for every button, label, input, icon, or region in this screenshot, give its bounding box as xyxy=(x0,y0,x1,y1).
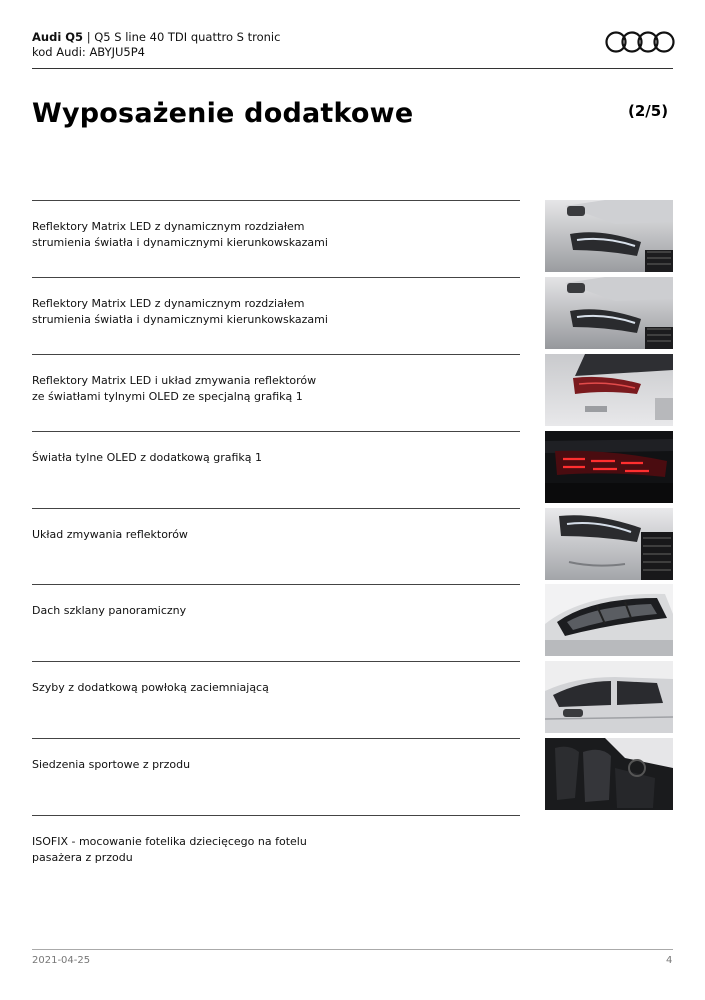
page-title: Wyposażenie dodatkowe xyxy=(32,98,414,129)
item-divider xyxy=(32,584,520,585)
item-divider xyxy=(32,738,520,739)
document-header xyxy=(32,30,280,60)
item-divider xyxy=(32,200,520,201)
oled-taillight-image xyxy=(545,431,673,503)
equipment-item xyxy=(32,508,673,585)
headlight-washer-image xyxy=(545,508,673,580)
equipment-item xyxy=(32,277,673,354)
model-name: Audi Q5 xyxy=(32,30,84,44)
equipment-item xyxy=(32,661,673,738)
footer-page-number: 4 xyxy=(666,955,673,966)
item-divider xyxy=(32,661,520,662)
item-label: Szyby z dodatkową powłoką zaciemniającą xyxy=(32,681,269,694)
footer-divider xyxy=(32,949,673,950)
audi-rings-logo xyxy=(605,30,675,54)
item-label: Dach szklany panoramiczny xyxy=(32,604,187,617)
model-variant: Q5 S line 40 TDI quattro S tronic xyxy=(94,30,281,44)
item-label: Światła tylne OLED z dodatkową grafiką 1 xyxy=(32,451,263,464)
sport-seats-image xyxy=(545,738,673,810)
item-divider xyxy=(32,508,520,509)
equipment-item xyxy=(32,815,673,892)
headlight-front-image xyxy=(545,277,673,349)
equipment-item xyxy=(32,431,673,508)
item-label: Reflektory Matrix LED z dynamicznym rozdziałem strumienia światła i dynamicznymi kierunkowskazami xyxy=(32,297,328,326)
page-indicator: (2/5) xyxy=(628,102,669,120)
equipment-item xyxy=(32,354,673,431)
header-separator: | xyxy=(86,30,91,44)
item-divider xyxy=(32,431,520,432)
model-line xyxy=(32,30,280,45)
item-label: Reflektory Matrix LED i układ zmywania reflektorów ze światłami tylnymi OLED ze specjalną grafiką 1 xyxy=(32,374,317,403)
header-divider xyxy=(32,68,673,69)
equipment-item xyxy=(32,200,673,277)
taillight-rear-image xyxy=(545,354,673,426)
equipment-item xyxy=(32,738,673,815)
item-divider xyxy=(32,354,520,355)
headlight-front-image xyxy=(545,200,673,272)
code-line xyxy=(32,45,280,60)
panoramic-roof-image xyxy=(545,584,673,656)
item-label: ISOFIX - mocowanie fotelika dziecięcego na fotelu pasażera z przodu xyxy=(32,835,307,864)
code-label: kod Audi: xyxy=(32,45,86,59)
item-divider xyxy=(32,815,520,816)
item-label: Układ zmywania reflektorów xyxy=(32,528,188,541)
item-divider xyxy=(32,277,520,278)
code-value: ABYJU5P4 xyxy=(89,45,145,59)
equipment-item xyxy=(32,584,673,661)
item-label: Reflektory Matrix LED z dynamicznym rozdziałem strumienia światła i dynamicznymi kierunkowskazami xyxy=(32,220,328,249)
item-label: Siedzenia sportowe z przodu xyxy=(32,758,191,771)
footer-date: 2021-04-25 xyxy=(32,955,91,966)
tinted-windows-image xyxy=(545,661,673,733)
